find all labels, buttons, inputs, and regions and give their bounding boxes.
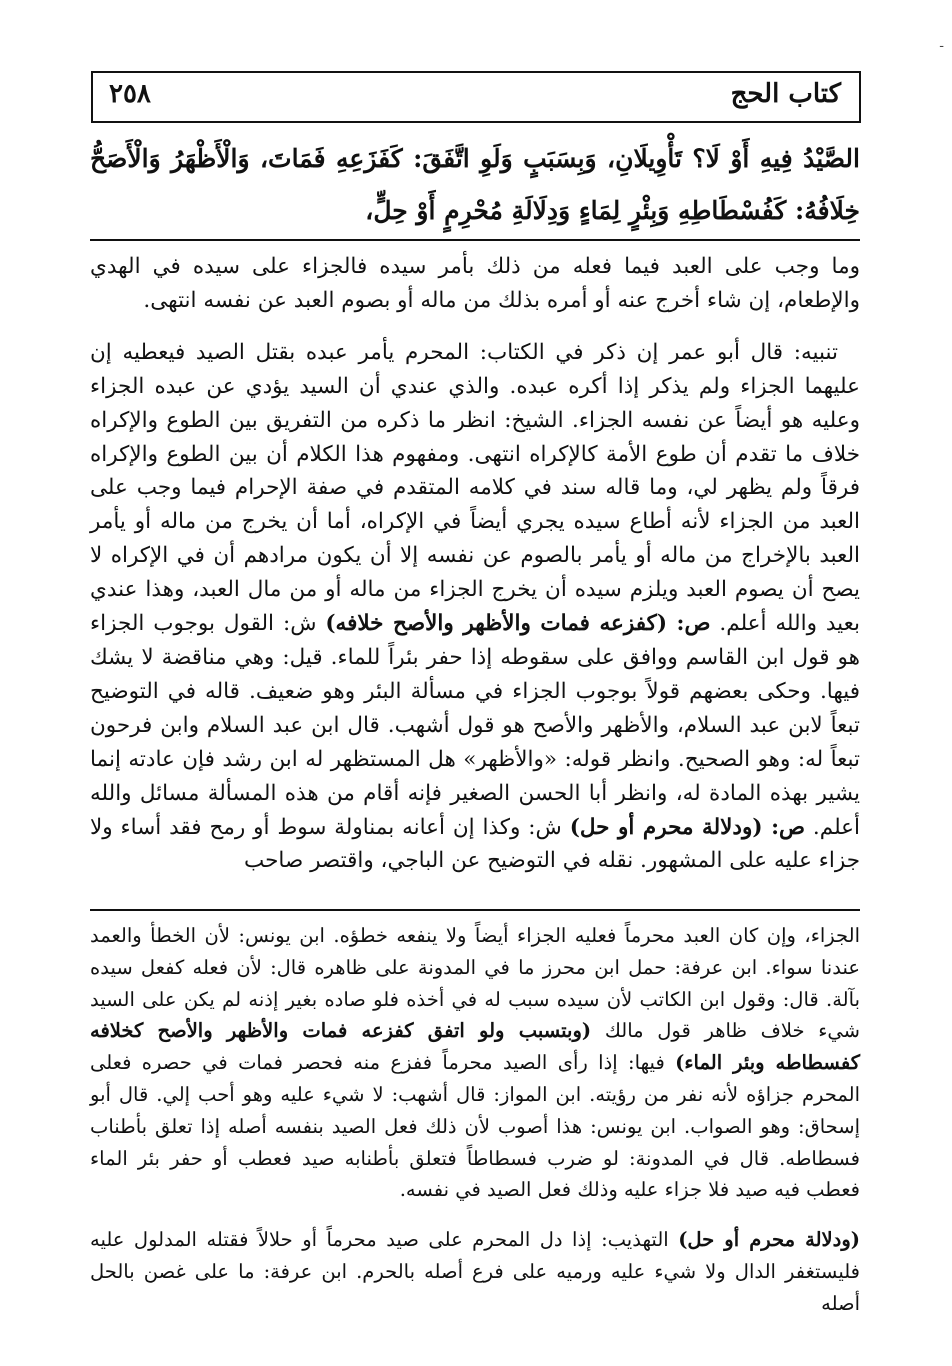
footnote-p1-start: الجزاء، وإن كان العبد محرماً فعليه الجزاء أيضاً ولا ينفعه خطؤه. ابن يونس: لأن الخطأ والعمد عندنا سواء. ابن عرفة: حمل ابن محرز ما في المدونة على ظاهره قال: لأن فعله كفعل سيده بآلة. قال: وقول ابن الكاتب لأن سيده سبب له في أخذه فلو صاده بغير إذنه لم يكن على السيد شيء خلاف ظاهر قول مالك bbox=[90, 924, 860, 1043]
footnote-p2-quote: (ودلالة محرم أو حل) bbox=[678, 1228, 861, 1252]
sharh-text-2: ش: وكذا إن أعانه بمناولة سوط أو رمح فقد أساء ولا جزاء عليه على المشهور. نقله في التوضيح عن الباجي، واقتصر صاحب bbox=[90, 814, 860, 874]
footnote-text bbox=[90, 920, 860, 1320]
footnote-paragraph-2 bbox=[90, 1224, 860, 1319]
page-header bbox=[91, 71, 861, 123]
commentary-intro: وما وجب على العبد فيما فعله من ذلك بأمر سيده فالجزاء على سيده في الهدي والإطعام، إن شاء أخرج عنه أو أمره بذلك من ماله أو بصوم العبد عن نفسه انتهى. bbox=[90, 254, 860, 313]
footnote-p1-end: فيها: إذا رأى الصيد محرماً ففزع منه فحصر فمات في حصره فعلى المحرم جزاؤه لأنه نفر من رؤيته. ابن المواز: قال أشهب: لا شيء عليه وهو أحب إلي. قال أبو إسحاق: وهو الصواب. ابن يونس: هذا أصوب لأن ذلك فعل الصيد بنفسه أصله إذا تعلق بأطناب فسطاطه. قال في المدونة: لو ضرب فسطاطاً فتعلق بأطنابه صيد فعطب أو حفر بئر الماء فعطب فيه صيد فلا جزاء عليه وذلك فعل الصيد في نفسه. bbox=[90, 1051, 860, 1202]
divider-footnote bbox=[90, 909, 860, 911]
paragraph-gap bbox=[90, 318, 860, 336]
sad-quote-2: ص: (ودلالة محرم أو حل) bbox=[569, 814, 806, 840]
commentary-text bbox=[90, 250, 860, 878]
sharh-text-1: ش: القول بوجوب الجزاء هو قول ابن القاسم ووافق على سقوطه إذا حفر بئراً للماء. قيل: وهي مناقضة لا يشك فيها. وحكى بعضهم قولاً بوجوب الجزاء في مسألة البئر وهو ضعيف. قاله في التوضيح تبعاً لابن عبد السلام، والأظهر والأصح هو قول أشهب. قال ابن عبد السلام وابن فرحون تبعاً له: وهو الصحيح. وانظر قوله: «والأظهر» هل المستظهر له ابن رشد فإن عادته إنما يشير بهذه المادة له، وانظر أبا الحسن الصغير فإنه أقام من هذه المسألة مسائل والله أعلم. bbox=[90, 611, 860, 840]
sad-quote-1: ص: (كفزعه فمات والأظهر والأصح خلافه) bbox=[325, 611, 711, 637]
tanbih-text: تنبيه: قال أبو عمر إن ذكر في الكتاب: المحرم يأمر عبده بقتل الصيد فيعطيه إن عليهما الجزاء ولم يذكر إذا أكره عبده. والذي عندي أن السيد يؤدي عن عبده الجزاء وعليه هو أيضاً عن نفسه الجزاء. الشيخ: انظر ما ذكره من التفريق بين الطوع والإكراه خلاف ما تقدم أن طوع الأمة كالإكراه انتهى. ومفهوم هذا الكلام أن بين الطوع والإكراه فرقاً ولم يظهر لي، وما قاله سند في كلامه المتقدم في صفة الإحرام فيما وجب على العبد من الجزاء لأنه أطاع سيده يجري أيضاً في الإكراه، أما أن يخرج من ماله أو يأمر العبد بالإخراج من ماله أو يأمر بالصوم عن نفسه إلا أن يكون مرادهم أن في الإكراه لا يصح أن يصوم العبد ويلزم سيده أن يخرج الجزاء من ماله أو من مال العبد، وهذا عندي بعيد والله أعلم. bbox=[90, 339, 860, 637]
page-number: ٢٥٨ bbox=[109, 79, 151, 109]
footnote-paragraph-1 bbox=[90, 920, 860, 1206]
divider-top bbox=[90, 239, 860, 241]
footnote-p1-quote: (وبتسبب ولو اتفق كفزعه فمات والأظهر والأصح كخلافه كفسطاطه وبئر الماء) bbox=[90, 1019, 860, 1075]
header-title: كتاب الحج bbox=[730, 79, 841, 109]
matn-paragraph: الصَّيْدُ فِيهِ أَوْ لَا؟ تَأْوِيلَانِ، وَبِسَبَبٍ وَلَوِ اتَّفَقَ: كَفَزَعِهِ فَمَاتَ، وَالْأَظْهَرُ وَالْأَصَحُّ خِلَافُهُ: كَفُسْطَاطِهِ وَبِئْرٍ لِمَاءٍ وَدِلَالَةِ مُحْرِمٍ أَوْ حِلٍّ، bbox=[90, 144, 860, 225]
scan-mark: - bbox=[939, 38, 944, 54]
commentary-tanbih bbox=[90, 336, 860, 879]
matn-text bbox=[90, 133, 860, 237]
footnote-p2-rest: التهذيب: إذا دل المحرم على صيد محرماً أو حلالاً فقتله المدلول عليه فليستغفر الدال ولا شيء عليه ورميه على فرع أصله بالحرم. ابن عرفة: ما على غصن بالحل أصله bbox=[90, 1228, 860, 1315]
paragraph-gap bbox=[90, 1206, 860, 1224]
